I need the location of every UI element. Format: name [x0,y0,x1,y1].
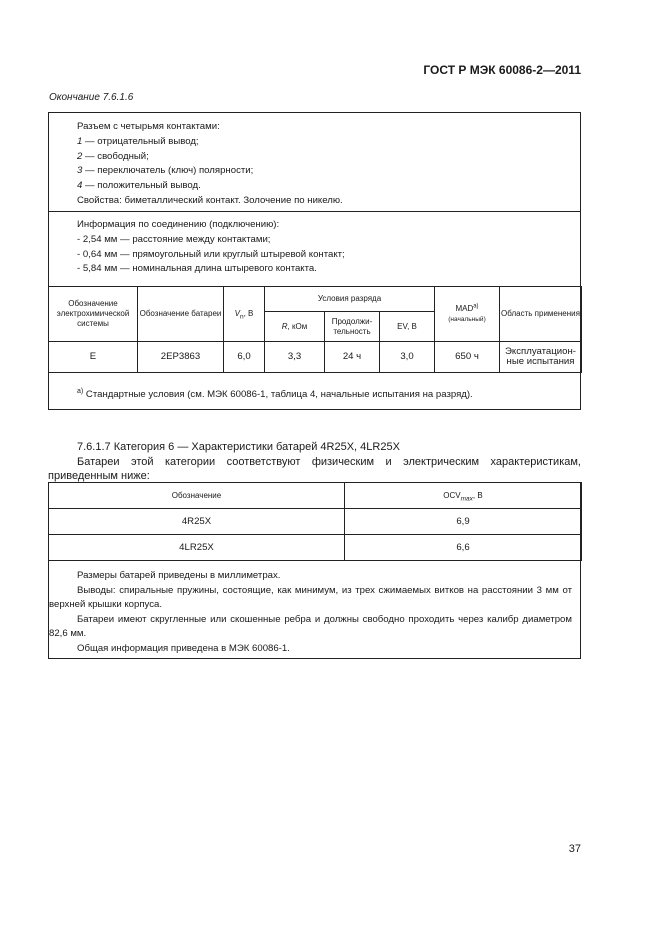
connection-item: - 0,64 мм — прямоугольный или круглый штыревой контакт; [77,248,345,260]
cell-resistance: 3,3 [265,342,325,373]
cell-designation: 4LR25X [49,535,345,561]
connector-item: 4 — положительный вывод. [77,180,201,192]
note: Общая информация приведена в МЭК 60086-1. [77,642,290,654]
connector-properties: Свойства: биметаллический контакт. Золочение по никелю. [77,194,343,206]
cell-ocv: 6,9 [345,509,582,535]
cell-system: E [49,342,138,373]
section-title: 7.6.1.7 Категория 6 — Характеристики батарей 4R25X, 4LR25X [77,441,400,453]
cell-end-voltage: 3,0 [380,342,435,373]
header-end-voltage: EV, В [380,312,435,342]
ocv-table [48,482,582,561]
header-voltage: $V_n$, В [224,287,265,342]
header-system: Обозначение электрохимической системы [49,287,138,342]
cell-designation: 4R25X [49,509,345,535]
cell-area: Эксплуатацион-ные испытания [500,342,582,373]
connector-item: 1 — отрицательный вывод; [77,135,199,147]
connection-item: - 5,84 мм — номинальная длина штыревого контакта. [77,263,317,275]
cell-mad: 650 ч [435,342,500,373]
cell-battery: 2EP3863 [138,342,224,373]
category-notes [49,569,582,657]
continuation-label: Окончание 7.6.1.6 [49,92,134,103]
header-mad: $MAD^{а)}$ (начальный) [435,287,500,342]
header-designation: Обозначение [49,483,345,509]
cell-ocv: 6,6 [345,535,582,561]
connector-description [77,120,343,209]
table-row [49,342,582,373]
cell-voltage: 6,0 [224,342,265,373]
header-ocv: $OCV_{max}$, В [345,483,582,509]
header-discharge-conditions: Условия разряда [265,287,435,312]
table-row [49,509,582,535]
connector-title: Разъем с четырьмя контактами: [77,121,220,132]
connection-title: Информация по соединению (подключению): [77,219,280,230]
divider [49,211,580,212]
cell-duration: 24 ч [325,342,380,373]
header-area: Область применения [500,287,582,342]
connection-info [77,218,345,277]
page-number: 37 [568,843,581,855]
note: Выводы: спиральные пружины, состоящие, как минимум, из трех сжимаемых витков на расстоянии 3 мм от верхней крышки корпуса. [49,584,572,611]
discharge-table [48,286,582,373]
category-table [48,482,581,659]
connector-item: 3 — переключатель (ключ) полярности; [77,165,254,177]
table-row [49,535,582,561]
section-body: Батареи этой категории соответствуют физическим и электрическим характеристикам, приведенным ниже: [48,456,581,482]
table-footnote: $^{а)}$ Стандартные условия (см. МЭК 60086-1, таблица 4, начальные испытания на разряд). [77,387,473,400]
note: Размеры батарей приведены в миллиметрах. [77,570,281,581]
connection-item: - 2,54 мм — расстояние между контактами; [77,233,271,245]
battery-spec-table [48,112,581,410]
header-duration: Продолжи-тельность [325,312,380,342]
header-battery: Обозначение батареи [138,287,224,342]
header-resistance: R, кОм [265,312,325,342]
note: Батареи имеют скругленные или скошенные ребра и должны свободно проходить через калибр диаметром 82,6 мм. [49,613,572,640]
connector-item: 2 — свободный; [77,150,149,162]
document-header: ГОСТ Р МЭК 60086-2—2011 [423,63,581,77]
